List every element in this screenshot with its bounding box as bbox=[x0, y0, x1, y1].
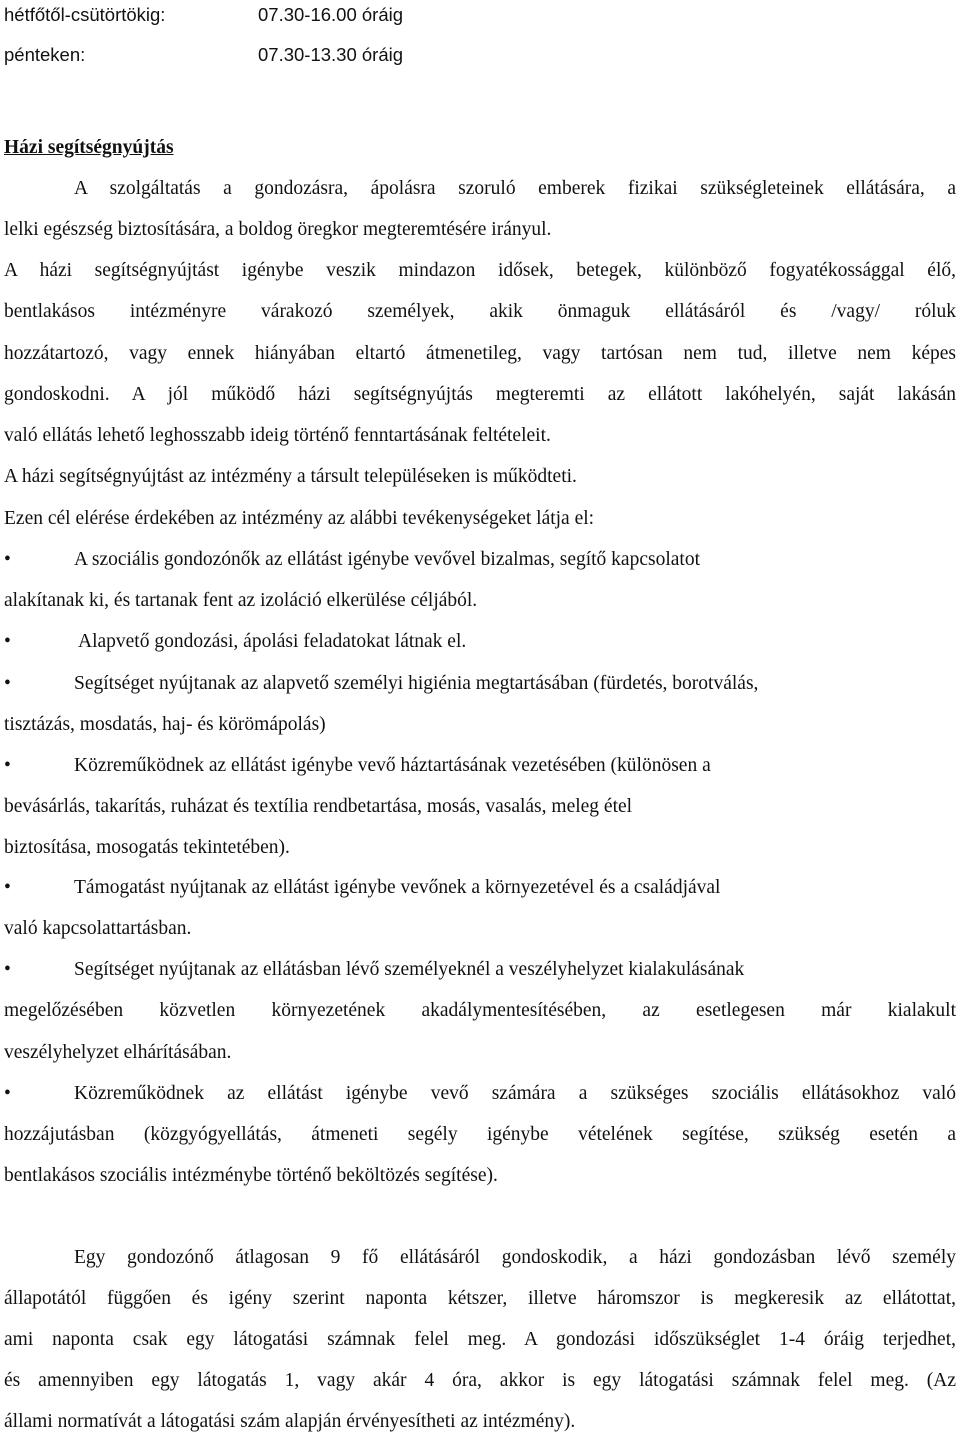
bullet-2-line-1: Alapvető gondozási, ápolási feladatokat látnak el. bbox=[78, 631, 467, 652]
final-line-5: állami normatívát a látogatási szám alapján érvényesítheti az intézmény). bbox=[4, 1411, 576, 1432]
bullet-3-line-2: tisztázás, mosdatás, haj- és körömápolás) bbox=[4, 714, 326, 735]
bullet-4-line-3: biztosítása, mosogatás tekintetében). bbox=[4, 837, 290, 858]
final-line-2: állapotától függően és igény szerint naponta kétszer, illetve háromszor is megkeresik az ellátottat, bbox=[4, 1288, 956, 1309]
intro-line-2: lelki egészség biztosítására, a boldog öregkor megteremtésére irányul. bbox=[4, 219, 552, 240]
schedule-value-friday: 07.30-13.30 óráig bbox=[258, 44, 404, 65]
final-line-4: és amennyiben egy látogatás 1, vagy akár 4 óra, akkor is egy látogatási számnak felel meg. (Az bbox=[4, 1370, 956, 1391]
para2-line-1: A házi segítségnyújtást igénybe veszik mindazon idősek, betegek, különböző fogyatékossággal élő, bbox=[4, 260, 956, 281]
para2-line-3: hozzátartozó, vagy ennek hiányában eltartó átmenetileg, vagy tartósan nem tud, illetve nem képes bbox=[4, 343, 956, 364]
final-line-1: Egy gondozónő átlagosan 9 fő ellátásáról gondoskodik, a házi gondozásban lévő személy bbox=[74, 1247, 956, 1268]
schedule-label-weekdays: hétfőtől-csütörtökig: bbox=[4, 4, 166, 25]
bullet-6-line-3: veszélyhelyzet elhárításában. bbox=[4, 1042, 232, 1063]
bullet-marker: • bbox=[4, 549, 11, 570]
bullet-3-line-1: Segítséget nyújtanak az alapvető személyi higiénia megtartásában (fürdetés, borotválás, bbox=[74, 673, 759, 694]
bullet-4-line-2: bevásárlás, takarítás, ruházat és textília rendbetartása, mosás, vasalás, meleg étel bbox=[4, 796, 633, 817]
bullet-marker: • bbox=[4, 673, 11, 694]
final-line-3: ami naponta csak egy látogatási számnak felel meg. A gondozási időszükséglet 1-4 óráig terjedhet, bbox=[4, 1329, 956, 1350]
bullet-marker: • bbox=[4, 1083, 11, 1104]
bullet-7-line-1: Közreműködnek az ellátást igénybe vevő számára a szükséges szociális ellátásokhoz való bbox=[74, 1083, 956, 1104]
bullet-6-line-1: Segítséget nyújtanak az ellátásban lévő személyeknél a veszélyhelyzet kialakulásának bbox=[74, 959, 745, 980]
schedule-label-friday: pénteken: bbox=[4, 44, 86, 65]
bullet-marker: • bbox=[4, 755, 11, 776]
para2-line-2: bentlakásos intézményre várakozó személyek, akik önmaguk ellátásáról és /vagy/ róluk bbox=[4, 301, 956, 322]
bullet-1-line-1: A szociális gondozónők az ellátást igénybe vevővel bizalmas, segítő kapcsolatot bbox=[74, 549, 700, 570]
para2-line-5: való ellátás lehető leghosszabb ideig történő fenntartásának feltételeit. bbox=[4, 425, 551, 446]
bullet-5-line-1: Támogatást nyújtanak az ellátást igénybe vevőnek a környezetével és a családjával bbox=[74, 877, 721, 898]
bullet-7-line-2: hozzájutásban (közgyógyellátás, átmeneti segély igénybe vételének segítése, szükség esetén a bbox=[4, 1124, 956, 1145]
bullet-6-line-2: megelőzésében közvetlen környezetének akadálymentesítésében, az esetlegesen már kialakult bbox=[4, 1000, 956, 1021]
bullet-marker: • bbox=[4, 631, 11, 652]
bullet-5-line-2: való kapcsolattartásban. bbox=[4, 918, 192, 939]
schedule-value-weekdays: 07.30-16.00 óráig bbox=[258, 4, 404, 25]
para3: A házi segítségnyújtást az intézmény a társult településeken is működteti. bbox=[4, 466, 577, 487]
bullet-4-line-1: Közreműködnek az ellátást igénybe vevő háztartásának vezetésében (különösen a bbox=[74, 755, 711, 776]
para2-line-4: gondoskodni. A jól működő házi segítségnyújtás megteremti az ellátott lakóhelyén, saját lakásán bbox=[4, 384, 956, 405]
bullet-1-line-2: alakítanak ki, és tartanak fent az izoláció elkerülése céljából. bbox=[4, 590, 478, 611]
bullet-marker: • bbox=[4, 959, 11, 980]
intro-line-1: A szolgáltatás a gondozásra, ápolásra szoruló emberek fizikai szükségleteinek ellátására, a bbox=[74, 178, 956, 199]
section-title: Házi segítségnyújtás bbox=[4, 137, 174, 158]
para4: Ezen cél elérése érdekében az intézmény az alábbi tevékenységeket látja el: bbox=[4, 508, 595, 529]
bullet-marker: • bbox=[4, 877, 11, 898]
bullet-7-line-3: bentlakásos szociális intézménybe történő beköltözés segítése). bbox=[4, 1165, 498, 1186]
